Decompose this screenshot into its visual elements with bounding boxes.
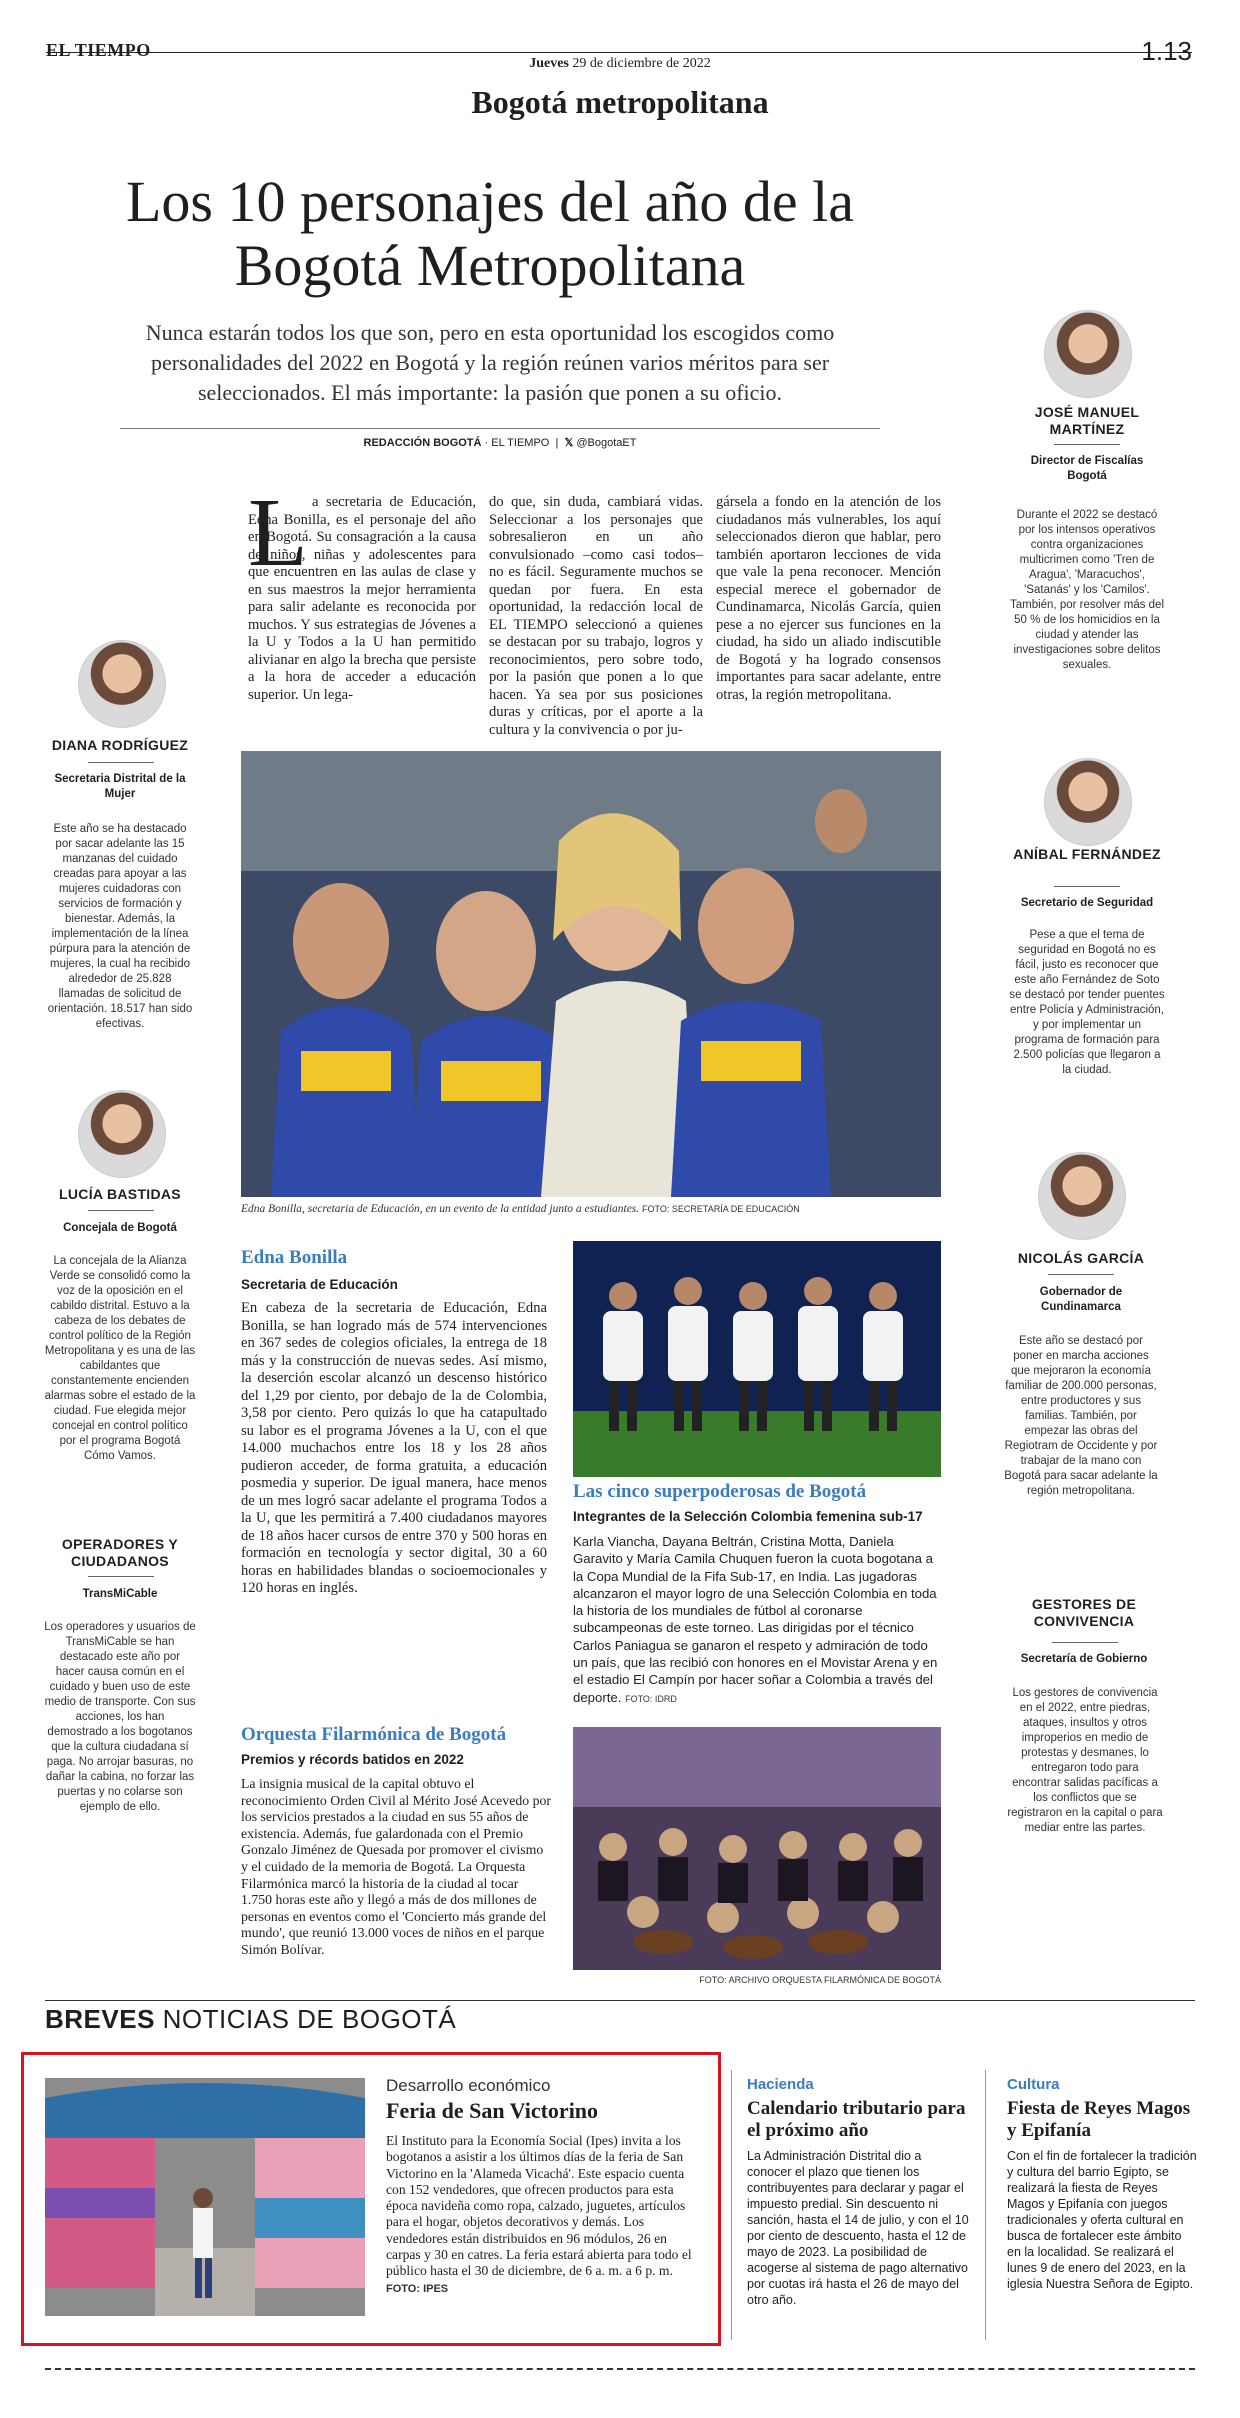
photo-feria-san-victorino <box>45 2078 365 2316</box>
story-orquesta-subtitle: Premios y récords batidos en 2022 <box>241 1752 464 1767</box>
portrait-diana-rodriguez <box>78 640 166 728</box>
profile-text-gestores: Los gestores de convivencia en el 2022, entre piedras, ataques, insultos y otros improperios en medio de protestas y desmanes, lo entregaron todo para encontrar salidas pacíficas a los conflictos que se registraron en la capital o para mediar entre las partes. <box>1007 1687 1163 1834</box>
profile-role-nicolas: Gobernador de Cundinamarca <box>1039 1286 1123 1313</box>
cultura-kicker: Cultura <box>1007 2076 1060 2093</box>
profile-divider <box>1052 1642 1118 1643</box>
profile-divider <box>88 1210 154 1211</box>
profile-role-operadores: TransMiCable <box>82 1588 158 1600</box>
hacienda-kicker: Hacienda <box>747 2076 814 2093</box>
profile-role-anibal: Secretario de Seguridad <box>1020 897 1154 909</box>
article-deck: Nunca estarán todos los que son, pero en esta oportunidad los escogidos como personalidades del 2022 en Bogotá y la región reúnen varios méritos para ser seleccionados. El más importante: la pasión que ponen a su oficio. <box>145 320 835 405</box>
profile-text-nicolas: Este año se destacó por poner en marcha acciones que mejoraron la economía familiar de 200.000 personas, entre productores y sus familias. También, por empezar las obras del Regiotram de Occidente y por trabajar de la mano con Bogotá para sacar adelante la región metropolitana. <box>1004 1335 1158 1497</box>
feria-body <box>386 2133 702 2297</box>
profile-name-jose: JOSÉ MANUEL MARTÍNEZ <box>1034 404 1140 437</box>
orchestra-photo-illustration <box>573 1727 941 1970</box>
feria-kicker: Desarrollo económico <box>386 2076 551 2095</box>
breves-label-rest: NOTICIAS DE BOGOTÁ <box>154 2004 457 2034</box>
byline-rule <box>120 428 880 429</box>
date-day: Jueves <box>529 56 569 71</box>
profile-role-jose: Director de Fiscalías Bogotá <box>1030 455 1144 482</box>
profile-name-nicolas: NICOLÁS GARCÍA <box>1017 1250 1145 1266</box>
profile-text-jose: Durante el 2022 se destacó por los intensos operativos contra organizaciones multicrimen como 'Tren de Aragua', 'Maracuchos', 'Satanás' y los 'Camilos'. También, por resolver más del 50 % de los homicidios en la ciudad y atender las investigaciones sobre delitos sexuales. <box>1009 509 1165 671</box>
story-orquesta-text: La insignia musical de la capital obtuvo el reconocimiento Orden Civil al Mérito José Acevedo por los servicios prestados a la ciudad en sus 55 años de existencia. Además, fue galardonada con el Premio Gonzalo Jiménez de Quesada por promover el civismo y el cuidado de la memoria de Bogotá. La Orquesta Filarmónica marcó la historia de la ciudad al tocar 1.750 horas este año y llegó a más de dos millones de personas en eventos como el 'Concierto más grande del mundo', que reunió 13.000 voces de niños en el parque Simón Bolívar. <box>241 1776 551 1957</box>
portrait-nicolas-garcia <box>1038 1152 1126 1240</box>
portrait-lucia-bastidas <box>78 1090 166 1178</box>
breves-label-bold: BREVES <box>45 2004 155 2034</box>
profile-role-diana: Secretaria Distrital de la Mujer <box>54 773 186 800</box>
feria-title: Feria de San Victorino <box>386 2098 599 2123</box>
profile-name-gestores: GESTORES DE CONVIVENCIA <box>1031 1596 1137 1629</box>
date-rest: 29 de diciembre de 2022 <box>572 56 711 71</box>
page-bottom-edge <box>45 2368 1195 2370</box>
story-edna-title: Edna Bonilla <box>241 1247 348 1268</box>
body-column-2: do que, sin duda, cambiará vidas. Seleccionar a los personajes que sobresalieron en un año convulsionado –como casi todos– no es fácil. Seguramente muchos se quedan por fuera. En esta oportunidad, la redacción local de EL TIEMPO seleccionó a quienes se destacan por su trabajo, logros y reconocimientos, pero sobre todo, por la pasión que ponen a lo que hacen. Ya sea por sus posiciones duras y críticas, por el aporte a la cultura y la convivencia o por ju- <box>489 494 703 738</box>
feria-text: El Instituto para la Economía Social (Ipes) invita a los bogotanos a asistir a los últimos días de la feria de San Victorino en la 'Alameda Vicachá'. Este espacio cuenta con 152 vendedores, que ofrecen productos para esta época navideña como ropa, calzado, juguetes, artículos para el hogar, objetos decorativos y demás. Los vendedores están distribuidos en 96 módulos, 26 en carpas y 30 en catres. La feria estará abierta para todo el público hasta el 30 de diciembre, de 6 a. m. a 6 p. m. <box>386 2133 692 2279</box>
byline-handle: @BogotaET <box>576 437 637 449</box>
brand-logo: EL TIEMPO <box>46 40 151 60</box>
breves-column-divider <box>731 2070 732 2340</box>
article-headline: Los 10 personajes del año de la Bogotá Metropolitana <box>125 169 854 298</box>
main-caption-credit: FOTO: SECRETARÍA DE EDUCACIÓN <box>642 1204 800 1214</box>
byline-outlet: · EL TIEMPO <box>484 437 550 449</box>
profile-divider <box>1048 1274 1114 1275</box>
story-cinco-title: Las cinco superpoderosas de Bogotá <box>573 1481 867 1502</box>
profile-divider <box>88 762 154 763</box>
profile-name-diana: DIANA RODRÍGUEZ <box>51 737 189 753</box>
feria-photo-illustration <box>45 2078 365 2316</box>
main-photo-caption <box>241 1203 941 1215</box>
body-column-1 <box>248 494 476 704</box>
profile-text-anibal: Pese a que el tema de seguridad en Bogotá no es fácil, justo es reconocer que este año Fernández de Soto se destacó por tender puentes entre Policía y Administración, y por implementar un programa de formación para 2.500 policías que llegaron a la ciudad. <box>1009 929 1165 1076</box>
profile-text-operadores: Los operadores y usuarios de TransMiCable se han destacado este año por hacer causa común en el cuidado y buen uso de este medio de transporte. Con sus acciones, los han demostrado a los bogotanos que la cultura ciudadana sí paga. No arrojar basuras, no dañar la cabina, no forzar las puertas y no colarse son ejemplo de ello. <box>44 1621 196 1813</box>
profile-role-lucia: Concejala de Bogotá <box>63 1222 177 1234</box>
hacienda-text: La Administración Distrital dio a conocer el plazo que tienen los contribuyentes para declarar y pagar el impuesto predial. Sin descuento ni sanción, hasta el 14 de julio, y con el 10 por ciento de descuento, hasta el 12 de mayo de 2023. La posibilidad de acogerse al sistema de pago alternativo por cuotas irá hasta el 26 de mayo del otro año. <box>747 2149 969 2307</box>
feria-credit: FOTO: IPES <box>386 2282 449 2295</box>
page-number: 1.13 <box>1141 36 1192 66</box>
photo-seleccion-sub17 <box>573 1241 941 1477</box>
main-caption-text: Edna Bonilla, secretaria de Educación, en un evento de la entidad junto a estudiantes. <box>241 1203 640 1215</box>
story-edna-text: En cabeza de la secretaria de Educación, Edna Bonilla, se han logrado más de 574 intervenciones en 367 sedes de colegios oficiales, la entrega de 18 más y la construcción de nuevas sedes. Así mismo, la deserción escolar alcanzó un descenso histórico del 1,29 por ciento, por debajo de la de Colombia, 3,58 por ciento. Pero quizás lo que ha catapultado su labor es el programa Jóvenes a la U, con el que 14.000 muchachos entre los 18 y los 28 años pudieron acceder, de forma gratuita, a educación posmedia y superior. De igual manera, hace menos de un mes logró sacar adelante el programa Todos a la U, que les permitirá a 7.400 ciudadanos mayores de 18 años hacer cursos de entre 370 y 500 horas en formación en tecnología y sector digital, 30 a 60 horas en habilidades blandas o socioemocionales y 120 horas en inglés. <box>241 1300 547 1596</box>
issue-date <box>0 56 1240 72</box>
profile-divider <box>1054 886 1120 887</box>
profile-role-gestores: Secretaría de Gobierno <box>1020 1653 1148 1665</box>
main-photo-illustration <box>241 751 941 1197</box>
cultura-title: Fiesta de Reyes Magos y Epifanía <box>1007 2098 1191 2141</box>
portrait-jose-manuel-martinez <box>1044 310 1132 398</box>
body-column-1-text: a secretaria de Educación, Edna Bonilla, es el personaje del año en Bogotá. Su consagración a la causa de niños, niñas y adolescentes para que encuentren en las aulas de clase y en sus maestros la mejor herramienta para salir adelante es reconocida por muchos. Y sus estrategias de Jóvenes a la U y Todos a la U han permitido alivianar en algo la brecha que persiste a la hora de acceder a educación superior. Un lega- <box>248 494 476 703</box>
story-edna-subtitle: Secretaria de Educación <box>241 1277 398 1292</box>
profile-text-diana: Este año se ha destacado por sacar adelante las 15 manzanas del cuidado creadas para apoyar a las mujeres cuidadoras con servicios de formación y bienestar. Además, la implementación de la línea púrpura para la atención de mujeres, la cual ha recibido alrededor de 25.828 llamadas de solicitud de orientación. 18.517 han sido efectivas. <box>47 823 193 1030</box>
cultura-text: Con el fin de fortalecer la tradición y cultura del barrio Egipto, se realizará la fiesta de Reyes Magos y Epifanía con juegos tradicionales y oferta cultural en busca de fortalecer este ámbito en la localidad. Se realizará el lunes 9 de enero del 2023, en la iglesia Nuestra Señora de Egipto. <box>1007 2149 1197 2291</box>
hacienda-title: Calendario tributario para el próximo año <box>747 2098 966 2141</box>
profile-divider <box>88 1576 154 1577</box>
drop-cap: L <box>248 479 308 587</box>
breves-rule <box>45 2000 1195 2001</box>
main-photo-edna-bonilla <box>241 751 941 1197</box>
body-column-3: gársela a fondo en la atención de los ciudadanos más vulnerables, los aquí seleccionados dieron que hablar, pero también aportaron lecciones de vida que vale la pena reconocer. Mención especial merece el gobernador de Cundinamarca, Nicolás García, quien pese a no ejercer sus funciones en la ciudad, ha sido un aliado indiscutible de Bogotá y ha logrado consensos importantes para sacar adelante, entre otras, la región metropolitana. <box>716 494 941 703</box>
byline-author: REDACCIÓN BOGOTÁ <box>363 437 482 449</box>
profile-divider <box>1054 444 1120 445</box>
profile-name-lucia: LUCÍA BASTIDAS <box>59 1186 181 1202</box>
photo-orquesta-filarmonica <box>573 1727 941 1970</box>
story-cinco-text: Karla Viancha, Dayana Beltrán, Cristina Motta, Daniela Garavito y María Camila Chuquen fueron la cuota bogotana a la Copa Mundial de la Fifa Sub-17, en India. Las jugadoras alcanzaron el mayor logro de una Selección Colombia en toda la historia de los mundiales de fútbol al coronarse subcampeonas de este torneo. Las dirigidas por el técnico Carlos Paniagua se ganaron el respeto y admiración de todo un país, que las recibió con honores en el Movistar Arena y en el estadio El Campín por hacer soñar a Colombia a través del deporte. <box>573 1534 938 1705</box>
masthead-rule <box>46 52 1192 53</box>
twitter-icon: 𝕏 <box>564 437 574 449</box>
profile-text-lucia: La concejala de la Alianza Verde se consolidó como la voz de la oposición en el cabildo distrital. Estuvo a la cabeza de los debates de control político de la Región Metropolitana y es una de las cabildantes que constantemente encienden alarmas sobre el estado de la ciudad. Fue elegida mejor concejal en control político por el programa Bogotá Cómo Vamos. <box>44 1255 196 1462</box>
story-orquesta-title: Orquesta Filarmónica de Bogotá <box>241 1724 507 1745</box>
breves-column-divider <box>985 2070 986 2340</box>
profile-name-anibal: ANÍBAL FERNÁNDEZ <box>1013 846 1161 862</box>
story-cinco-body <box>573 1533 941 1708</box>
byline: REDACCIÓN BOGOTÁ · EL TIEMPO | 𝕏 @BogotaET <box>363 437 637 449</box>
section-title: Bogotá metropolitana <box>471 84 769 120</box>
story-cinco-credit: FOTO: IDRD <box>625 1693 677 1704</box>
profile-name-operadores: OPERADORES Y CIUDADANOS <box>61 1536 179 1569</box>
breves-header <box>45 2004 456 2035</box>
team-photo-illustration <box>573 1241 941 1477</box>
story-cinco-subtitle: Integrantes de la Selección Colombia femenina sub-17 <box>573 1509 923 1524</box>
portrait-anibal-fernandez <box>1044 758 1132 846</box>
orquesta-photo-credit: FOTO: ARCHIVO ORQUESTA FILARMÓNICA DE BOGOTÁ <box>699 1975 941 1985</box>
